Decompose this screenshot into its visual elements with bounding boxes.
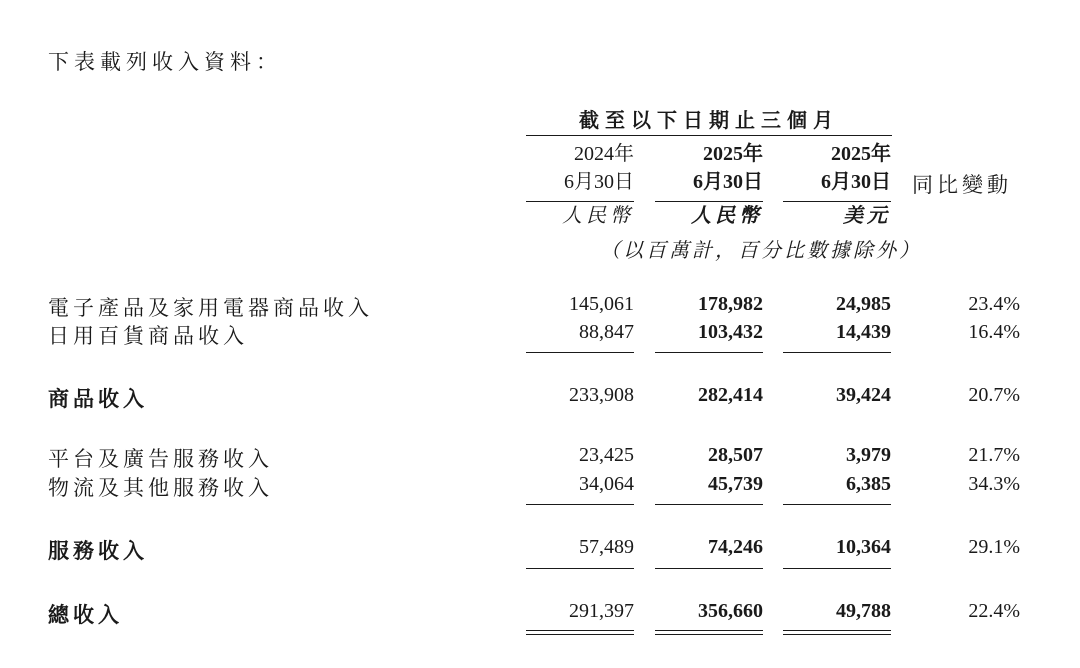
col-date: 6月30日 [693,171,763,193]
subtotal-rule [526,352,634,353]
cell-2024-rmb: 233,908 [569,384,634,406]
col-year: 2024年 [574,143,634,165]
subtotal-rule [526,504,634,505]
row-label-general-merchandise: 日用百貨商品收入 [48,324,248,348]
col-date: 6月30日 [564,171,634,193]
cell-2025-usd: 6,385 [846,473,891,495]
row-label-total-revenue: 總收入 [48,603,123,627]
cell-2025-usd: 24,985 [836,293,891,315]
cell-2025-usd: 14,439 [836,321,891,343]
cell-yoy: 21.7% [968,444,1020,466]
cell-yoy: 22.4% [968,600,1020,622]
col-currency-2025-usd: 美元 [843,205,891,227]
col-currency-2024-rmb: 人民幣 [562,205,634,227]
row-label-services-revenue: 服務收入 [48,539,148,563]
cell-2025-usd: 3,979 [846,444,891,466]
cell-2025-rmb: 45,739 [708,473,763,495]
cell-2025-rmb: 103,432 [698,321,763,343]
cell-yoy: 16.4% [968,321,1020,343]
cell-2025-usd: 39,424 [836,384,891,406]
subtotal-rule [655,504,763,505]
cell-2025-rmb: 282,414 [698,384,763,406]
subtotal-rule [783,352,891,353]
row-label-logistics: 物流及其他服務收入 [48,476,273,500]
cell-yoy: 23.4% [968,293,1020,315]
cell-2024-rmb: 34,064 [579,473,634,495]
cell-2024-rmb: 291,397 [569,600,634,622]
col-header-yoy: 同比變動 [912,173,1012,197]
col-header-2024-rmb [526,140,634,196]
subtotal-rule [526,568,634,569]
subtotal-rule [655,568,763,569]
intro-text: 下表載列收入資料： [48,50,282,74]
period-header: 截至以下日期止三個月 [579,110,839,132]
unit-note: （以百萬計，百分比數據除外） [600,240,922,262]
col-date: 6月30日 [821,171,891,193]
subtotal-rule [783,568,891,569]
cell-2024-rmb: 145,061 [569,293,634,315]
cell-yoy: 34.3% [968,473,1020,495]
col-year: 2025年 [703,143,763,165]
cell-2025-rmb: 74,246 [708,536,763,558]
col-header-2025-usd [783,140,891,196]
subtotal-rule [783,504,891,505]
row-label-electronics: 電子產品及家用電器商品收入 [48,296,373,320]
cell-2024-rmb: 57,489 [579,536,634,558]
subtotal-rule [655,352,763,353]
cell-2024-rmb: 88,847 [579,321,634,343]
row-label-product-revenue: 商品收入 [48,387,148,411]
cell-2025-usd: 10,364 [836,536,891,558]
cell-2025-rmb: 178,982 [698,293,763,315]
total-double-rule [783,630,891,635]
cell-2025-rmb: 28,507 [708,444,763,466]
total-double-rule [655,630,763,635]
cell-2025-usd: 49,788 [836,600,891,622]
col-header-2025-rmb [655,140,763,196]
period-header-rule [526,135,892,136]
cell-yoy: 20.7% [968,384,1020,406]
cell-yoy: 29.1% [968,536,1020,558]
cell-2024-rmb: 23,425 [579,444,634,466]
cell-2025-rmb: 356,660 [698,600,763,622]
col-currency-2025-rmb: 人民幣 [691,205,763,227]
row-label-platform-ads: 平台及廣告服務收入 [48,447,273,471]
col-year: 2025年 [831,143,891,165]
total-double-rule [526,630,634,635]
